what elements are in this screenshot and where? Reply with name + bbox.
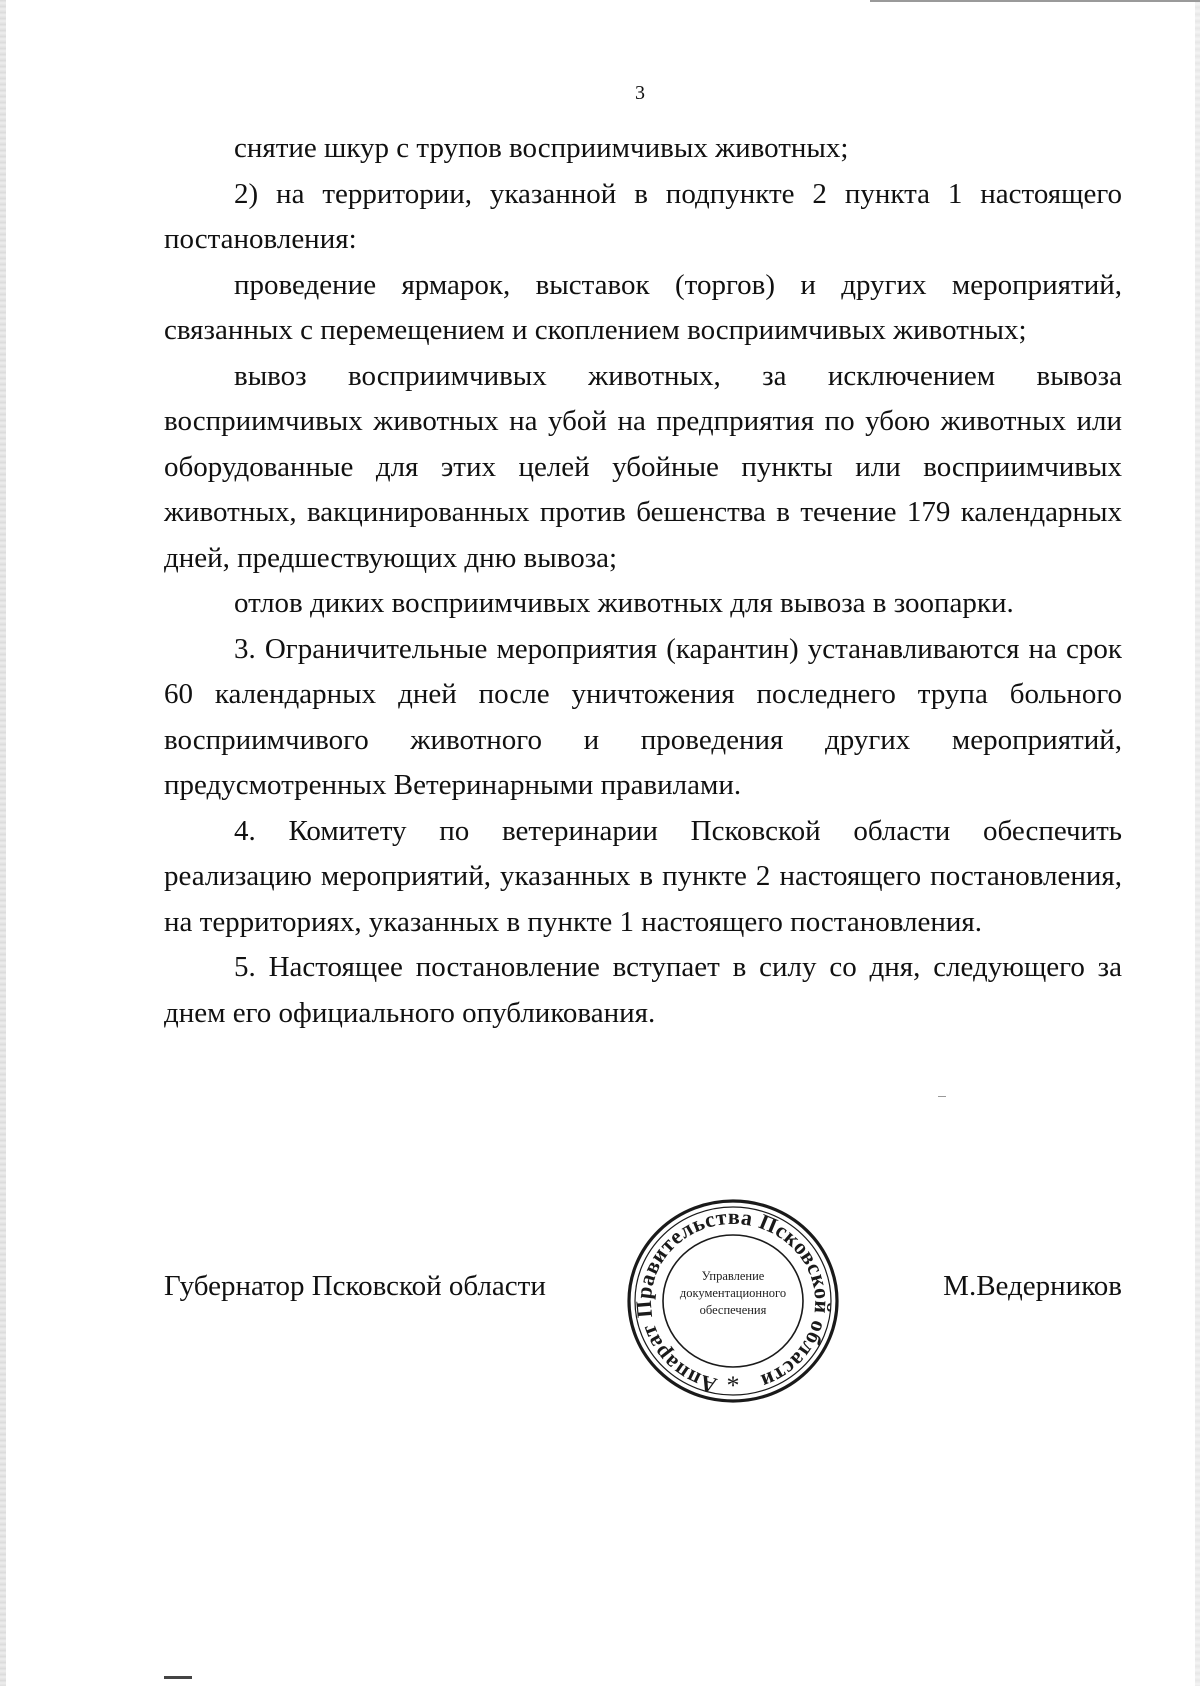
seal-inner-line: Управление <box>701 1269 765 1283</box>
scan-speck <box>938 1096 946 1097</box>
signatory-name: М.Ведерников <box>943 1270 1122 1302</box>
scan-edge-right <box>1195 0 1200 1686</box>
paragraph: 2) на территории, указанной в подпункте 2 пункта 1 настоящего постановления: <box>164 177 1122 255</box>
signatory-title: Губернатор Псковской области <box>164 1270 546 1302</box>
paragraph: проведение ярмарок, выставок (торгов) и других мероприятий, связанных с перемещением и скоплением восприимчивых животных; <box>164 268 1122 346</box>
page-number: 3 <box>635 82 645 104</box>
official-seal <box>618 1188 848 1408</box>
scan-edge-left <box>0 0 6 1686</box>
scan-corner-mark <box>164 1676 192 1679</box>
seal-inner-line: документационного <box>679 1286 787 1300</box>
paragraph: 4. Комитету по ветеринарии Псковской области обеспечить реализацию мероприятий, указанных в пункте 2 настоящего постановления, на территориях, указанных в пункте 1 настоящего постановления. <box>164 814 1122 938</box>
paragraph: снятие шкур с трупов восприимчивых животных; <box>234 132 849 164</box>
paragraph: вывоз восприимчивых животных, за исключением вывоза восприимчивых животных на убой на предприятия по убою животных или оборудованные для этих целей убойные пункты или восприимчивых животных, вакцинированных против бешенства в течение 179 календарных дней, предшествующих дню вывоза; <box>164 359 1122 574</box>
seal-star: * <box>726 1371 740 1400</box>
seal-inner-line: обеспечения <box>699 1303 767 1317</box>
paragraph: 3. Ограничительные мероприятия (карантин) устанавливаются на срок 60 календарных дней после уничтожения последнего трупа больного восприимчивого животного и проведения других мероприятий, предусмотренных Ветеринарными правилами. <box>164 632 1122 801</box>
seal-inner-text <box>668 1268 798 1319</box>
scan-edge-top <box>870 0 1200 2</box>
seal-ring-text: Аппарат Правительства Псковской области <box>630 1203 836 1399</box>
paragraph: отлов диких восприимчивых животных для вывоза в зоопарки. <box>234 587 1014 619</box>
paragraph: 5. Настоящее постановление вступает в силу со дня, следующего за днем его официального опубликования. <box>164 951 1122 1029</box>
document-body <box>164 126 1122 1036</box>
